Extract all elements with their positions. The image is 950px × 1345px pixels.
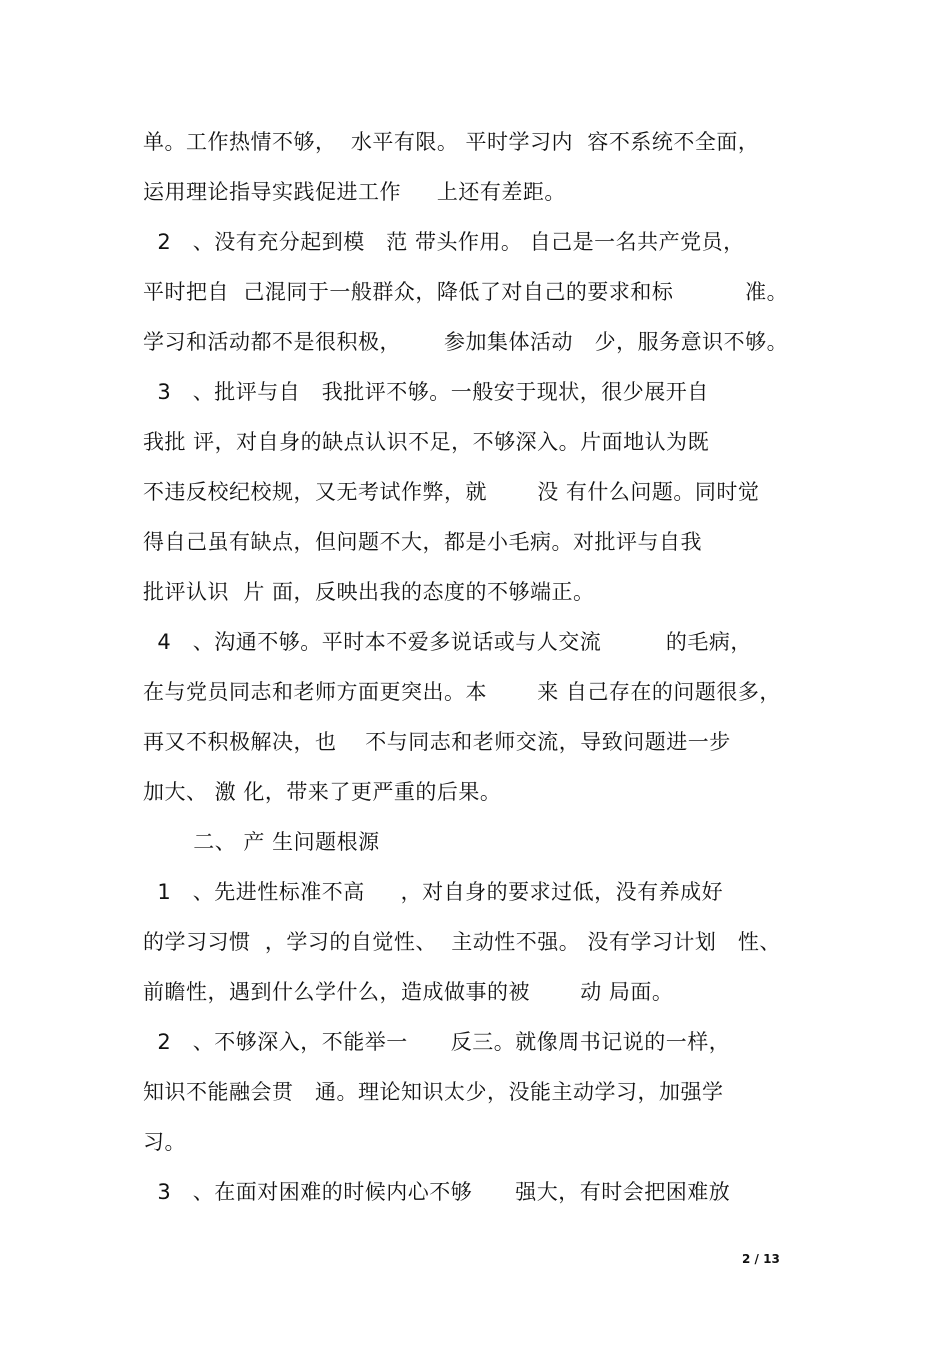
body-text-line: 在与党员同志和老师方面更突出。本 来 自己存在的问题很多，: [143, 680, 781, 704]
body-text-line: 2 、没有充分起到模 范 带头作用。 自己是一名共产党员，: [143, 230, 745, 254]
body-text-line: 1 、先进性标准不高 ，对自身的要求过低，没有养成好: [143, 880, 724, 904]
body-text-line: 运用理论指导实践促进工作 上还有差距。: [143, 180, 566, 204]
body-text-line: 平时把自 己混同于一般群众，降低了对自己的要求和标 准。: [143, 280, 789, 304]
body-text-line: 习。: [143, 1130, 186, 1154]
body-text-line: 加大、 激 化，带来了更严重的后果。: [143, 780, 502, 804]
body-text-line: 我批 评，对自身的缺点认识不足，不够深入。片面地认为既: [143, 430, 710, 454]
body-text-line: 学习和活动都不是很积极， 参加集体活动 少，服务意识不够。: [143, 330, 789, 354]
body-text-line: 批评认识 片 面，反映出我的态度的不够端正。: [143, 580, 595, 604]
body-text-line: 前瞻性，遇到什么学什么，造成做事的被 动 局面。: [143, 980, 674, 1004]
body-text-line: 再又不积极解决，也 不与同志和老师交流，导致问题进一步: [143, 730, 731, 754]
body-text-line: 3 、批评与自 我批评不够。一般安于现状，很少展开自: [143, 380, 709, 404]
page-number: 2 / 13: [742, 1252, 780, 1266]
body-text-line: 3 、在面对困难的时候内心不够 强大，有时会把困难放: [143, 1180, 731, 1204]
body-text-line: 2 、不够深入，不能举一 反三。就像周书记说的一样，: [143, 1030, 731, 1054]
body-text-line: 4 、沟通不够。平时本不爱多说话或与人交流 的毛病，: [143, 630, 752, 654]
body-text-line: 不违反校纪校规，又无考试作弊，就 没 有什么问题。同时觉: [143, 480, 760, 504]
section-heading: 二、 产 生问题根源: [143, 830, 380, 854]
body-text-line: 得自己虽有缺点，但问题不大，都是小毛病。对批评与自我: [143, 530, 702, 554]
body-text-line: 的学习习惯 ，学习的自觉性、 主动性不强。 没有学习计划 性、: [143, 930, 781, 954]
body-text-line: 单。工作热情不够， 水平有限。 平时学习内 容不系统不全面，: [143, 130, 760, 154]
body-text-line: 知识不能融会贯 通。理论知识太少，没能主动学习，加强学: [143, 1080, 724, 1104]
